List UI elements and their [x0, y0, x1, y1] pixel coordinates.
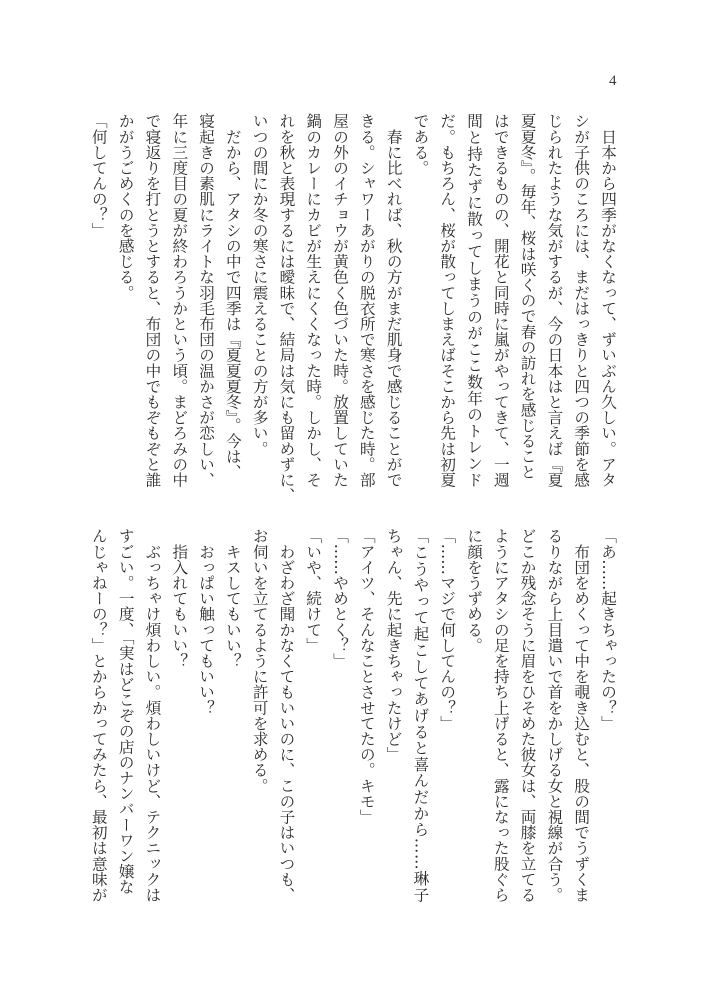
- text-line: 屋の外のイチョウが黄色く色づいた時。放置していた: [331, 113, 350, 488]
- dialogue-line: 「アイツ、そんなことさせてたの。キモ」: [357, 528, 376, 825]
- text-line: 年に三度目の夏が終わろうかという頃。まどろみの中: [170, 113, 189, 488]
- text-line: 鍋のカレーにカビが生えにくくなった時。しかし、そ: [304, 113, 323, 488]
- text-line: 指入れてもいい？: [170, 528, 189, 669]
- text-line: 夏夏冬』。毎年、桜は咲くので春の訪れを感じること: [518, 113, 537, 480]
- text-line: れを秋と表現するには曖昧で、結局は気にも留めずに、: [277, 113, 296, 503]
- upper-text-tier: [85, 113, 621, 503]
- dialogue-line: 「何してんの？」: [89, 113, 108, 238]
- dialogue-line: 「いや、続けて」: [304, 528, 323, 653]
- text-line: に顔をうずめる。: [465, 528, 484, 653]
- dialogue-line: 「こうやって起こしてあげると喜んだから……琳子: [411, 528, 430, 903]
- dialogue-line: 「……やめとく？」: [331, 528, 350, 669]
- dialogue-line: ちゃん、先に起きちゃったけど」: [384, 528, 403, 762]
- text-line: お伺いを立てるように許可を求める。: [250, 528, 269, 794]
- text-line: はできるものの、開花と同時に嵐がやってきて、一週: [491, 113, 510, 488]
- dialogue-line: 「……マジで何してんの？」: [438, 528, 457, 731]
- text-line: きる。シャワーあがりの脱衣所で寒さを感じた時。部: [357, 113, 376, 488]
- text-line: 間と持たずに散ってしまうのがここ数年のトレンド: [465, 113, 484, 488]
- text-line: ようにアタシの足を持ち上げると、露になった股ぐら: [491, 528, 510, 903]
- dialogue-line: 「あ……起きちゃったの？」: [599, 528, 617, 731]
- text-line: 布団をめくって中を覗き込むと、股の間でうずくま: [572, 528, 591, 903]
- text-line: んじゃねーの？」とからかってみたら、最初は意味が: [89, 528, 108, 903]
- page-number: 4: [609, 73, 617, 89]
- text-line: じられたような気がするが、今の日本はと言えば『夏: [545, 113, 564, 488]
- text-line: どこか残念そうに眉をひそめた彼女は、両膝を立てる: [518, 528, 537, 903]
- text-line: 日本から四季がなくなって、ずいぶん久しい。アタ: [599, 113, 617, 488]
- text-line: 寝起きの素肌にライトな羽毛布団の温かさが恋しい、: [197, 113, 216, 488]
- text-line: だから、アタシの中で四季は『夏夏夏冬』。今は、: [223, 113, 242, 480]
- text-line: おっぱい触ってもいい？: [197, 528, 216, 716]
- text-line: シが子供のころには、まだはっきりと四つの季節を感: [572, 113, 591, 488]
- text-line: 春に比べれば、秋の方がまだ肌身で感じることがで: [384, 113, 403, 488]
- text-line: すごい。一度、「実はどこぞの店のナンバーワン嬢な: [116, 528, 135, 895]
- text-line: である。: [411, 113, 430, 176]
- text-line: いつの間にか冬の寒さに震えることの方が多い。: [250, 113, 269, 457]
- text-line: だ。もちろん、桜が散ってしまえばそこから先は初夏: [438, 113, 457, 488]
- lower-text-tier: [85, 528, 621, 903]
- text-line: キスしてもいい？: [223, 528, 242, 669]
- text-line: るりながら上目遣いで首をかしげる女と視線が合う。: [545, 528, 564, 903]
- text-line: ぶっちゃけ煩わしい。煩わしいけど、テクニックは: [143, 528, 162, 903]
- text-line: かがうごめくのを感じる。: [116, 113, 135, 301]
- text-line: わざわざ聞かなくてもいいのに、この子はいつも、: [277, 528, 296, 903]
- text-line: で寝返りを打とうとすると、布団の中でもぞもぞと誰: [143, 113, 162, 488]
